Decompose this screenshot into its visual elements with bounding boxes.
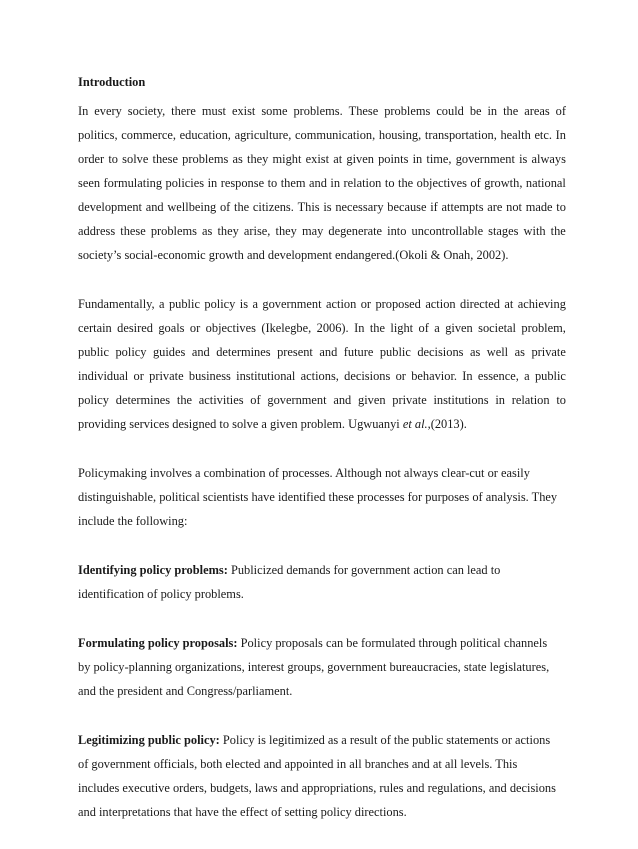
word: government [267, 393, 327, 407]
citation-year: ,(2013). [427, 417, 467, 431]
word: action [326, 297, 357, 311]
word: 2006). [316, 321, 349, 335]
step-label: Formulating policy proposals: [78, 636, 238, 650]
word: seen [78, 176, 101, 190]
word: light [390, 321, 414, 335]
paragraph-line [78, 388, 566, 412]
word: achieving [517, 297, 566, 311]
word: decisions [417, 345, 464, 359]
word: objectives [205, 321, 256, 335]
word: politics, [78, 128, 118, 142]
word: uncontrollable [411, 224, 484, 238]
paragraph-line: and the president and Congress/parliament. [78, 684, 293, 698]
paragraph-line: include the following: [78, 514, 188, 528]
word: policies [165, 176, 205, 190]
word: In [78, 104, 89, 118]
word: necessary [335, 200, 384, 214]
word: growth, [484, 176, 523, 190]
word: objectives [416, 176, 467, 190]
word: formulating [103, 176, 163, 190]
word: behavior. [411, 369, 457, 383]
paragraph-line [78, 123, 566, 147]
word: problems [150, 224, 197, 238]
word: of [555, 104, 566, 118]
word: These [348, 104, 379, 118]
word: the [398, 176, 414, 190]
word: of [470, 176, 481, 190]
paragraph-line [78, 412, 566, 436]
word: individual [78, 369, 129, 383]
word: policy [204, 297, 236, 311]
paragraph-line [78, 292, 566, 316]
word: (Ikelegbe, [261, 321, 312, 335]
word: national [525, 176, 566, 190]
word: agriculture, [234, 128, 292, 142]
word: public [78, 345, 109, 359]
word: and [145, 200, 164, 214]
word: or [360, 297, 372, 311]
word: is [519, 152, 528, 166]
paragraph-line: society’s social-economic growth and development endangered.(Okoli & Onah, 2002). [78, 248, 509, 262]
word: essence, [477, 369, 519, 383]
word: to [556, 200, 566, 214]
word: as [202, 224, 213, 238]
word: given [346, 152, 374, 166]
word: is [239, 297, 249, 311]
word: public [534, 369, 566, 383]
word: the [234, 200, 250, 214]
word: health [500, 128, 531, 142]
word: time, [426, 152, 452, 166]
word: education, [179, 128, 231, 142]
step-text: Policy is legitimized as a result of the public statements or actions [219, 733, 551, 747]
paragraph-line: includes executive orders, budgets, laws and appropriations, rules and regulations, and decisions [78, 781, 556, 795]
paragraph-line [78, 219, 566, 243]
word: might [272, 152, 302, 166]
word: desired [117, 321, 153, 335]
word: development [78, 200, 142, 214]
word: address [78, 224, 116, 238]
paragraph-line: and interpretations that have the effect of setting policy directions. [78, 805, 407, 819]
step-legitimizing [78, 728, 566, 824]
word: public [168, 297, 200, 311]
word: goals [158, 321, 185, 335]
word: determines [216, 345, 271, 359]
step-label: Identifying policy problems: [78, 563, 228, 577]
word: a [524, 369, 530, 383]
word: given [445, 321, 473, 335]
word: be [469, 104, 482, 118]
word: actions, [300, 369, 339, 383]
word: points [378, 152, 409, 166]
word: order [78, 152, 105, 166]
word: guides [152, 345, 186, 359]
word: This [297, 200, 320, 214]
word: well [486, 345, 509, 359]
word: present [277, 345, 313, 359]
word: institutions [433, 393, 489, 407]
word: policy [78, 393, 109, 407]
word: Fundamentally, [78, 297, 155, 311]
word: public [379, 345, 411, 359]
word: these [152, 152, 178, 166]
word: degenerate [328, 224, 383, 238]
word: into [387, 224, 407, 238]
word: as [232, 152, 243, 166]
word: the [176, 393, 193, 407]
paragraph-intro [78, 99, 566, 267]
word: private [392, 393, 427, 407]
word: always [531, 152, 566, 166]
step-label: Legitimizing public policy: [78, 733, 220, 747]
word: future [343, 345, 374, 359]
word: given [358, 393, 386, 407]
word: government [262, 297, 322, 311]
word: of [418, 321, 429, 335]
paragraph-line [78, 99, 566, 123]
step-formulating [78, 631, 566, 703]
word: problem, [521, 321, 566, 335]
word: of [219, 200, 231, 214]
word: solve [122, 152, 149, 166]
word: the [550, 224, 566, 238]
word: these [120, 224, 146, 238]
word: some [261, 104, 288, 118]
word: societal [478, 321, 516, 335]
word: must [201, 104, 226, 118]
paragraph-line [78, 558, 566, 582]
word: them [280, 176, 306, 190]
word: may [301, 224, 324, 238]
word: relation [343, 176, 382, 190]
word: of [250, 393, 261, 407]
paragraph-line [78, 364, 566, 388]
word: housing, [378, 128, 422, 142]
section-heading: Introduction [78, 75, 146, 89]
word: to [267, 176, 278, 190]
paragraph-public-policy [78, 292, 566, 436]
word: in [330, 176, 341, 190]
step-text: Policy proposals can be formulated through political channels [237, 636, 548, 650]
paragraph-line [78, 171, 566, 195]
word: not [506, 200, 522, 214]
word: private [149, 369, 184, 383]
word: could [436, 104, 464, 118]
word: etc. [534, 128, 552, 142]
word: as [469, 345, 481, 359]
word: in [487, 104, 498, 118]
word: as [514, 345, 525, 359]
word: the [369, 321, 385, 335]
word: or [189, 321, 201, 335]
word: proposed [375, 297, 421, 311]
citation-text: providing services designed to solve a given problem. Ugwuanyi [78, 417, 403, 431]
paragraph-line: of government officials, both elected and appointed in all branches and at all levels. This [78, 757, 518, 771]
paragraph-line: identification of policy problems. [78, 587, 244, 601]
word: to [108, 152, 118, 166]
word: at [504, 297, 514, 311]
word: or [395, 369, 406, 383]
word: determines [115, 393, 171, 407]
word: directed [460, 297, 500, 311]
paragraph-line [78, 631, 566, 655]
paragraph-policymaking [78, 461, 566, 533]
word: exist [231, 104, 256, 118]
step-identifying [78, 558, 566, 606]
word: commerce, [121, 128, 176, 142]
word: areas [524, 104, 550, 118]
word: government [455, 152, 515, 166]
word: if [430, 200, 438, 214]
word: in [495, 393, 505, 407]
word: in [207, 176, 218, 190]
word: or [133, 369, 144, 383]
paragraph-line [78, 195, 566, 219]
word: transportation, [424, 128, 497, 142]
paragraph-line [78, 728, 566, 752]
word: they [217, 224, 239, 238]
word: wellbeing [167, 200, 217, 214]
word: the [503, 104, 519, 118]
paragraph-line: Policymaking involves a combination of processes. Although not always clear-cut or easily [78, 466, 530, 480]
word: exist [305, 152, 330, 166]
step-text: Publicized demands for government action can lead to [227, 563, 501, 577]
word: activities [198, 393, 244, 407]
word: are [487, 200, 503, 214]
word: at [333, 152, 343, 166]
word: to [384, 176, 395, 190]
word: action [425, 297, 456, 311]
word: a [252, 297, 258, 311]
word: decisions [344, 369, 391, 383]
word: policy [115, 345, 147, 359]
word: there [171, 104, 196, 118]
word: in [412, 152, 423, 166]
word: and [309, 176, 327, 190]
word: response [220, 176, 265, 190]
word: stages [488, 224, 519, 238]
word: every [94, 104, 122, 118]
word: is [323, 200, 332, 214]
word: a [159, 297, 165, 311]
word: they [275, 224, 297, 238]
word: to [556, 393, 566, 407]
word: because [387, 200, 427, 214]
word: In [354, 321, 365, 335]
word: business [188, 369, 231, 383]
word: private [531, 345, 566, 359]
word: attempts [441, 200, 484, 214]
paragraph-line [78, 316, 566, 340]
document-body [78, 70, 566, 849]
word: a [434, 321, 440, 335]
word: made [525, 200, 553, 214]
word: institutional [236, 369, 296, 383]
paragraph-line [78, 340, 566, 364]
paragraph-line: by policy-planning organizations, interest groups, government bureaucracies, state legislatures, [78, 660, 550, 674]
word: citizens. [252, 200, 294, 214]
word: In [462, 369, 473, 383]
word: certain [78, 321, 112, 335]
word: problems [384, 104, 431, 118]
word: and [333, 393, 352, 407]
word: with [523, 224, 546, 238]
word: and [319, 345, 338, 359]
paragraph-line: distinguishable, political scientists have identified these processes for purposes of analysis. They [78, 490, 558, 504]
word: relation [511, 393, 550, 407]
word: they [247, 152, 269, 166]
citation-et-al: et al. [402, 417, 428, 431]
word: In [555, 128, 566, 142]
paragraph-line [78, 147, 566, 171]
word: communication, [295, 128, 376, 142]
word: problems. [293, 104, 343, 118]
word: problems [182, 152, 229, 166]
word: and [191, 345, 210, 359]
word: society, [127, 104, 166, 118]
word: arise, [243, 224, 271, 238]
